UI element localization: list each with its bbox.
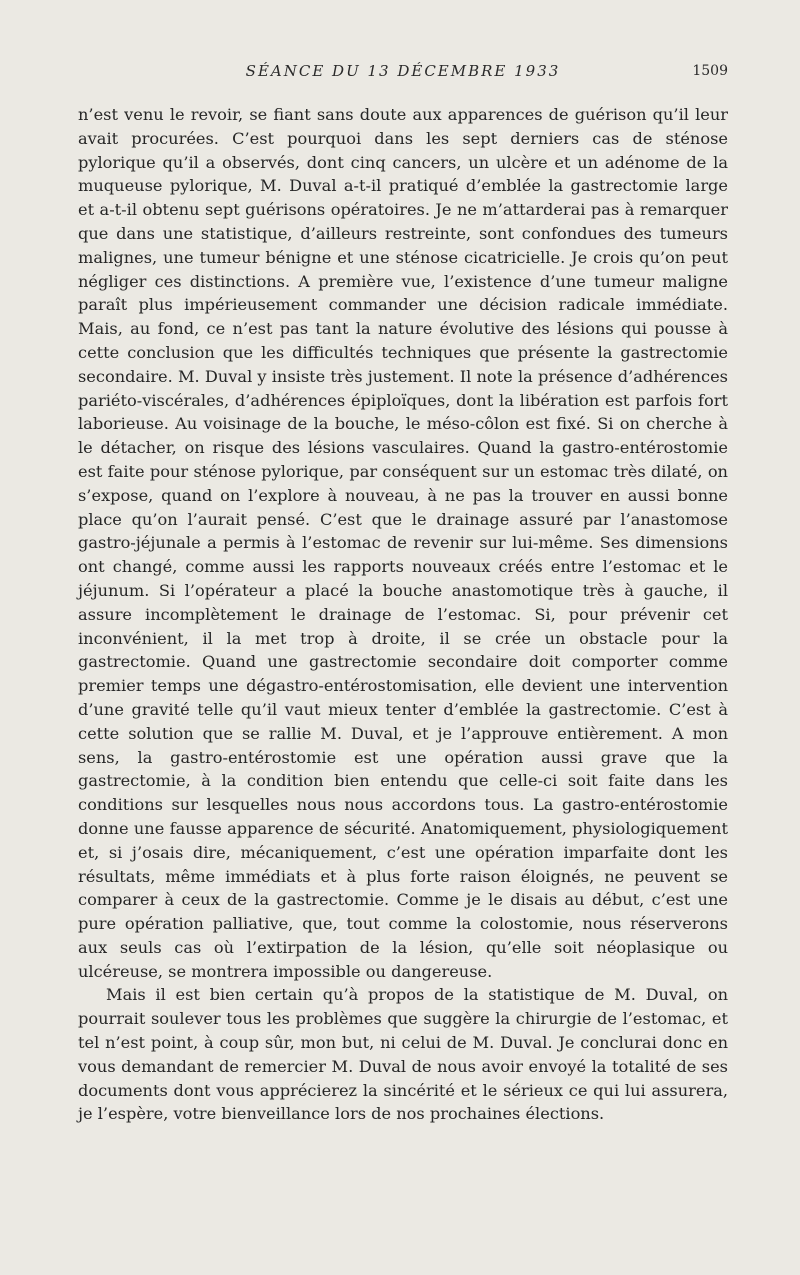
paragraph-conclusion: Mais il est bien certain qu’à propos de la statistique de M. Duval, on pourrait soulever tous les problèmes que suggère la chirurgie de l’estomac, et tel n’est point, à coup sûr, mon but, ni celui de M. Duval. Je conclurai donc en vous demandant de remercier M. Duval de nous avoir envoyé la totalité de ses documents dont vous apprécierez la sincérité et le sérieux ce qui lui assurera, je l’espère, votre bienveillance lors de nos prochaines élections. (78, 985, 728, 1124)
paragraph-continuation: n’est venu le revoir, se fiant sans doute aux apparences de guérison qu’il leur avait procurées. C’est pourquoi dans les sept derniers cas de sténose pylorique qu’il a observés, dont cinq cancers, un ulcère et un adénome de la muqueuse pylorique, M. Duval a-t-il pratiqué d’emblée la gastrectomie large et a-t-il obtenu sept guérisons opératoires. Je ne m’attarderai pas à remarquer que dans une statistique, d’ailleurs restreinte, sont confondues des tumeurs malignes, une tumeur bénigne et une sténose cicatricielle. Je crois qu’on peut négliger ces distinctions. A première vue, l’existence d’une tumeur maligne paraît plus impérieusement commander une décision radicale immédiate. Mais, au fond, ce n’est pas tant la nature évolutive des lésions qui pousse à cette conclusion que les difficultés techniques que présente la gastrectomie secondaire. M. Duval y insiste très justement. Il note la présence d’adhérences pariéto-viscérales, d’adhérences épiploïques, dont la libération est parfois fort laborieuse. Au voisinage de la bouche, le méso-côlon est fixé. Si on cherche à le détacher, on risque des lésions vasculaires. Quand la gastro-entérostomie est faite pour sténose pylorique, par conséquent sur un estomac très dilaté, on s’expose, quand on l’explore à nouveau, à ne pas la trouver en aussi bonne place qu’on l’aurait pensé. C’est que le drainage assuré par l’anastomose gastro-jéjunale a permis à l’estomac de revenir sur lui-même. Ses dimensions ont changé, comme aussi les rapports nouveaux créés entre l’estomac et le jéjunum. Si l’opérateur a placé la bouche anastomotique très à gauche, il assure incomplètement le drainage de l’estomac. Si, pour prévenir cet inconvénient, il la met trop à droite, il se crée un obstacle pour la gastrectomie. Quand une gastrectomie secondaire doit comporter comme premier temps une dégastro-entérostomisation, elle devient une intervention d’une gravité telle qu’il vaut mieux tenter d’emblée la gastrectomie. C’est à cette solution que se rallie M. Duval, et je l’approuve entièrement. A mon sens, la gastro-entérostomie est une opération aussi grave que la gastrectomie, à la condition bien entendu que celle-ci soit faite dans les conditions sur lesquelles nous nous accordons tous. La gastro-entérostomie donne une fausse apparence de sécurité. Anatomiquement, physiologiquement et, si j’osais dire, mécaniquement, c’est une opération imparfaite dont les résultats, même immédiats et à plus forte raison éloignés, ne peuvent se comparer à ceux de la gastrectomie. Comme je le disais au début, c’est une pure opération palliative, que, tout comme la colostomie, nous réserverons aux seuls cas où l’extirpation de la lésion, qu’elle soit néoplasique ou ulcéreuse, se montrera impossible ou dangereuse. (78, 105, 728, 981)
page-header (78, 62, 728, 86)
running-title: SÉANCE DU 13 DÉCEMBRE 1933 (245, 62, 561, 80)
body-text (78, 103, 728, 1126)
page-number: 1509 (692, 63, 728, 79)
